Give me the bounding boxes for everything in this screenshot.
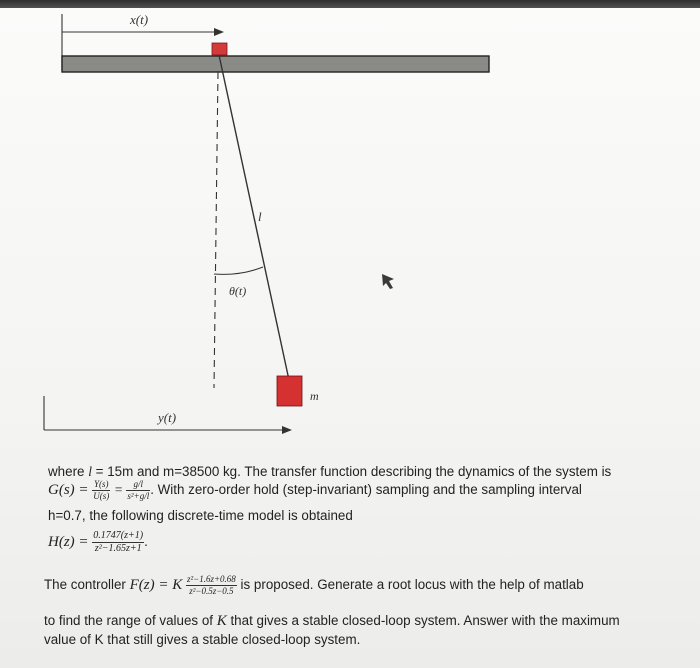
x-label: x(t) [130,12,149,27]
text-line-6: value of K that still gives a stable closed-loop system. [44,632,361,647]
cart-rail [62,56,489,72]
mouse-cursor-icon [382,274,394,289]
discrete-model-equation: H(z) = $\frac{0.1747(z+1)}{\text{z²−1.65z+1}}$ . [48,530,148,554]
text-line-controller: The controller F(z) = K $\frac{\text{z²−1.6z+0.68}}{\text{z²−0.5z−0.5}}$ is proposed. Generate a root locus with the help of matlab [44,574,584,596]
text-line-1: where l = 15m and m=38500 kg. The transfer function describing the dynamics of the system is [48,464,612,479]
cart [212,43,227,55]
theta-label: θ(t) [229,284,247,298]
text-line-2-transfer-function: G(s) = $\frac{Y(s)}{U(s)}$ = $\frac{g/l}{\text{s²+g/l}}$ . With zero-order hold (step-invariant) sampling and the sampling interval [48,479,582,501]
g-fraction-2: $\frac{g/l}{\text{s²+g/l}}$ [127,479,150,501]
pendulum-diagram [0,8,700,458]
question-page [0,8,700,668]
f-fraction: $\frac{\text{z²−1.6z+0.68}}{\text{z²−0.5z−0.5}}$ [186,574,236,596]
vertical-reference-line [214,72,218,388]
y-arrow-head [282,426,292,434]
pendulum-rod [219,55,289,380]
length-label: l [258,209,262,224]
mass-label: m [310,389,319,403]
x-arrow-head [214,28,224,36]
h-fraction: $\frac{0.1747(z+1)}{\text{z²−1.65z+1}}$ [93,530,144,554]
theta-arc [214,267,263,274]
text-line-5: to find the range of values of K that gives a stable closed-loop system. Answer with the maximum [44,613,620,629]
pendulum-mass [277,376,302,406]
g-fraction-1: $\frac{Y(s)}{U(s)}$ [93,479,110,501]
y-label: y(t) [158,410,177,425]
text-line-3: h=0.7, the following discrete-time model is obtained [48,508,353,523]
